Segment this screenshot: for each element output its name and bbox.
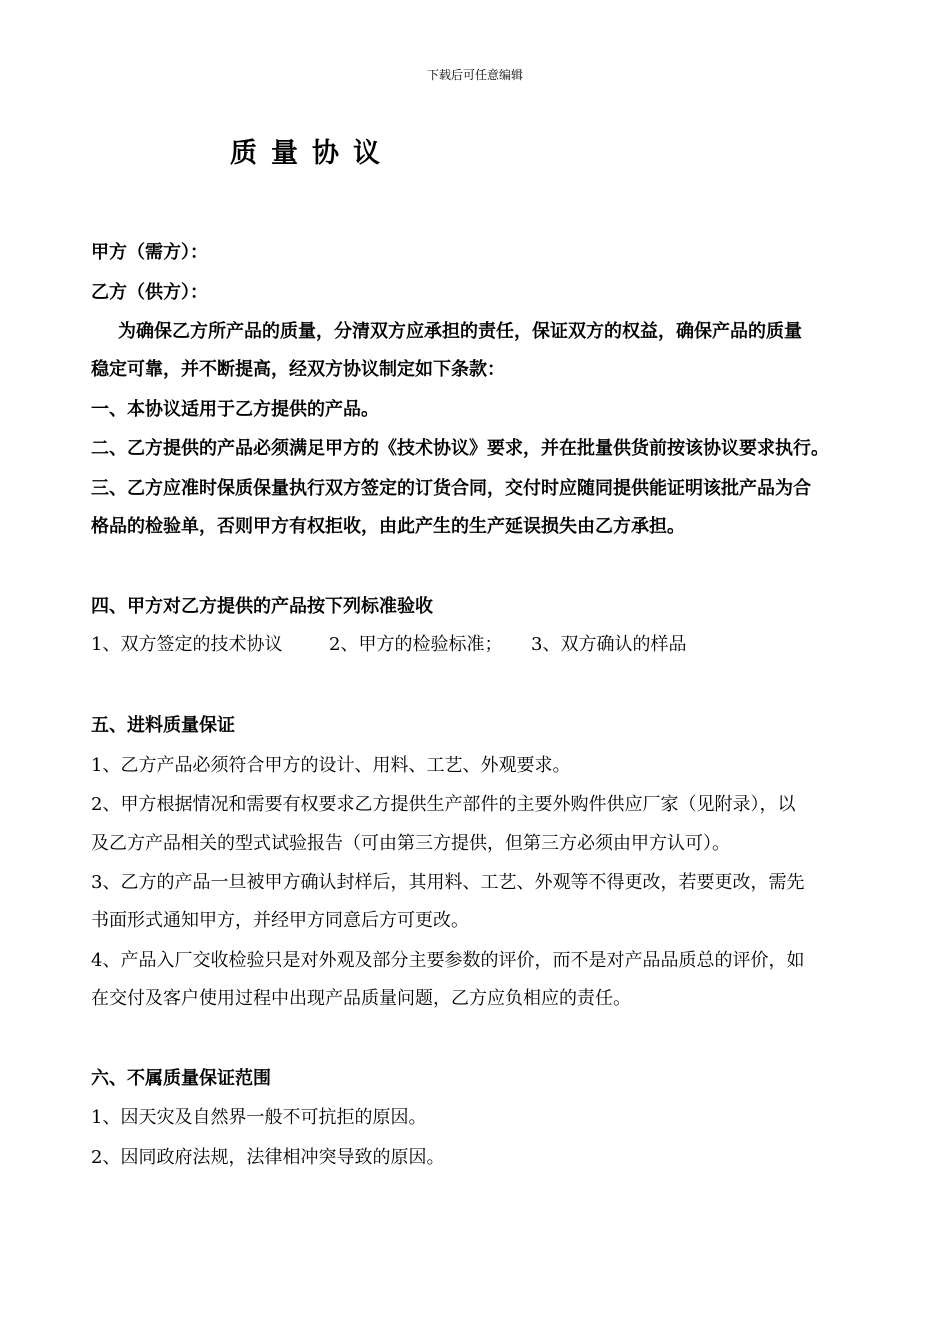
- section-6-heading: 六、不属质量保证范围: [91, 1068, 271, 1089]
- clause-1: 一、本协议适用于乙方提供的产品。: [91, 399, 379, 420]
- section-4-heading: 四、甲方对乙方提供的产品按下列标准验收: [91, 596, 433, 617]
- header-note: 下载后可任意编辑: [426, 68, 523, 82]
- clause-3-line-2: 格品的检验单，否则甲方有权拒收，由此产生的生产延误损失由乙方承担。: [91, 516, 685, 537]
- section-5-item-4-line-1: 4、产品入厂交收检验只是对外观及部分主要参数的评价，而不是对产品品质总的评价，如: [91, 950, 805, 971]
- section-5-item-1: 1、乙方产品必须符合甲方的设计、用料、工艺、外观要求。: [91, 755, 571, 776]
- intro-line-2: 稳定可靠，并不断提高，经双方协议制定如下条款：: [91, 359, 505, 380]
- intro-line-1: 为确保乙方所产品的质量，分清双方应承担的责任，保证双方的权益，确保产品的质量: [118, 321, 802, 342]
- document-title: 质量协议: [230, 138, 394, 169]
- section-5-item-3-line-2: 书面形式通知甲方，并经甲方同意后方可更改。: [91, 910, 469, 931]
- standard-item: 1、双方签定的技术协议: [91, 634, 283, 655]
- standard-item: 3、双方确认的样品: [531, 634, 687, 655]
- section-5-item-4-line-2: 在交付及客户使用过程中出现产品质量问题，乙方应负相应的责任。: [91, 988, 631, 1009]
- standard-item: 2、甲方的检验标准；: [329, 634, 503, 655]
- section-5-item-2-line-2: 及乙方产品相关的型式试验报告（可由第三方提供，但第三方必须由甲方认可）。: [91, 833, 730, 854]
- party-a-label: 甲方（需方）：: [91, 242, 208, 263]
- party-b-label: 乙方（供方）：: [91, 282, 208, 303]
- section-5-item-3-line-1: 3、乙方的产品一旦被甲方确认封样后，其用料、工艺、外观等不得更改，若要更改，需先: [91, 872, 805, 893]
- clause-2: 二、乙方提供的产品必须满足甲方的《技术协议》要求，并在批量供货前按该协议要求执行。: [91, 438, 829, 459]
- section-4-standards: [91, 632, 686, 658]
- section-5-heading: 五、进料质量保证: [91, 715, 235, 736]
- section-6-item-1: 1、因天灾及自然界一般不可抗拒的原因。: [91, 1107, 427, 1128]
- section-6-item-2: 2、因同政府法规，法律相冲突导致的原因。: [91, 1147, 445, 1168]
- clause-3-line-1: 三、乙方应准时保质保量执行双方签定的订货合同，交付时应随同提供能证明该批产品为合: [91, 478, 811, 499]
- section-5-item-2-line-1: 2、甲方根据情况和需要有权要求乙方提供生产部件的主要外购件供应厂家（见附录），以: [91, 794, 796, 815]
